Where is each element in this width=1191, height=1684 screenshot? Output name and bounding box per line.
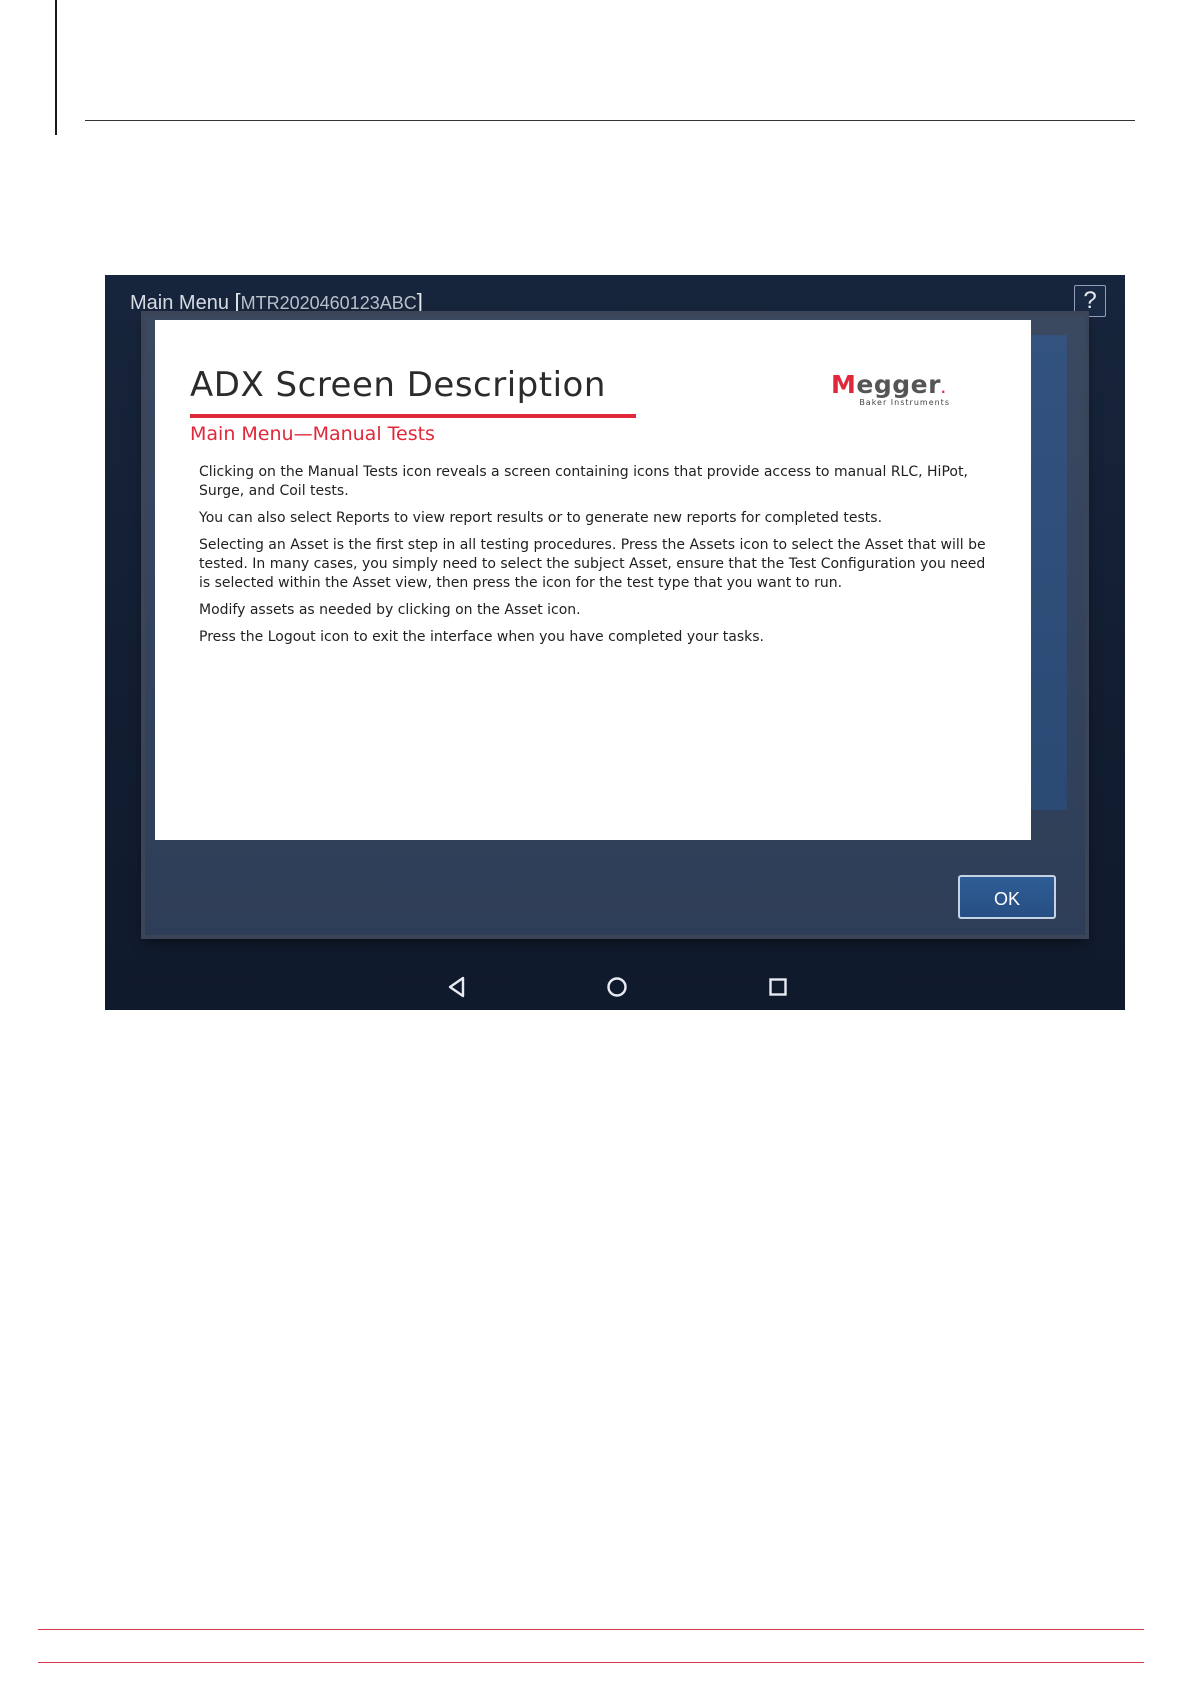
- paragraph: Press the Logout icon to exit the interface when you have completed your tasks.: [199, 629, 764, 645]
- paragraph: Selecting an Asset is the first step in all testing procedures. Press the Assets icon to select the Asset that will be tested. In many cases, you simply need to select the subject Asset, ensure that the Test Configuration you need is selected within the Asset view, then press the icon for the test type that you want to run.: [199, 537, 986, 591]
- description-text: [199, 463, 989, 655]
- footer-rule-top: [38, 1629, 1144, 1630]
- title-underline: [190, 414, 636, 418]
- device-serial: MTR2020460123ABC: [240, 293, 417, 313]
- logo-wordmark: [831, 370, 946, 399]
- megger-logo: [831, 370, 950, 410]
- logo-mark: .: [940, 382, 946, 396]
- paragraph: Clicking on the Manual Tests icon reveals a screen containing icons that provide access to manual RLC, HiPot, Surge, and Coil tests.: [199, 464, 968, 499]
- device-screenshot: [105, 275, 1125, 1010]
- paragraph: Modify assets as needed by clicking on the Asset icon.: [199, 602, 581, 618]
- serial-open-bracket: [: [234, 289, 241, 314]
- android-nav-bar: [105, 965, 1125, 1010]
- ok-button[interactable]: OK: [958, 875, 1056, 919]
- back-icon[interactable]: [445, 975, 469, 999]
- screen-title: [130, 289, 423, 315]
- home-icon[interactable]: [605, 975, 629, 999]
- page-margin-rule: [55, 0, 57, 135]
- footer-rule-bottom: [38, 1662, 1144, 1663]
- recent-apps-icon[interactable]: [766, 975, 790, 999]
- panel-title: ADX Screen Description: [190, 365, 606, 405]
- serial-close-bracket: ]: [416, 289, 423, 314]
- page-header-rule: [85, 120, 1135, 121]
- description-dialog: [145, 315, 1085, 935]
- logo-tagline: Baker Instruments: [859, 398, 950, 407]
- logo-rest: egger: [856, 370, 941, 399]
- description-panel: [155, 320, 1031, 840]
- logo-initial: M: [831, 370, 857, 399]
- help-button[interactable]: ?: [1074, 285, 1106, 317]
- screen-title-label: Main Menu: [130, 292, 229, 314]
- paragraph: You can also select Reports to view report results or to generate new reports for completed tests.: [199, 510, 883, 526]
- panel-subtitle: Main Menu—Manual Tests: [190, 423, 435, 445]
